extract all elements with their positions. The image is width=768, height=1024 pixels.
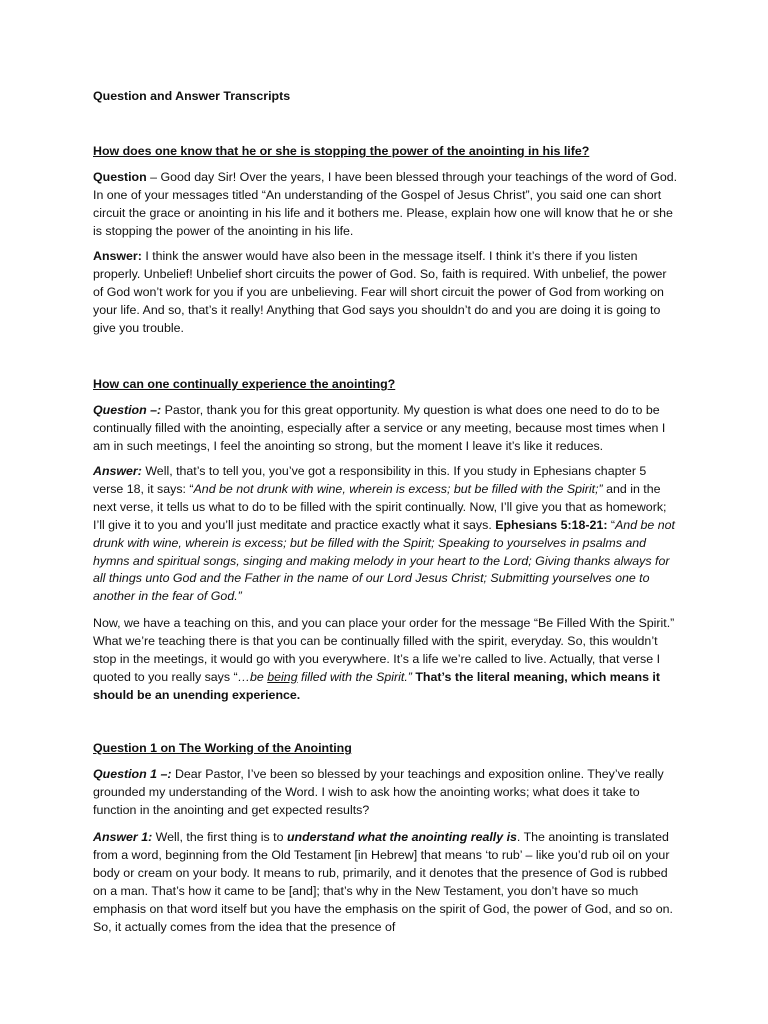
question-text: Pastor, thank you for this great opportunity. My question is what does one need to do to be continually filled with the anointing, especially after a service or any meeting, because most times when I am in such meetings, I feel the anointing so strong, but the moment I leave it’s like it reduces. <box>93 403 666 453</box>
section-2-paragraph <box>93 615 679 705</box>
answer-label: Answer: <box>93 464 142 478</box>
underlined-word: being <box>267 669 298 684</box>
answer-emphasis: understand what the anointing really is <box>286 830 517 844</box>
scripture-quote: And be not drunk with wine, wherein is excess; but be filled with the Spirit; Speaking to yourselves in psalms and hymns and spiritual songs, singing and making melody in your heart to the Lord; Giving thanks always for all things unto God and the Father in the name of our Lord Jesus Christ; Submitting yourselves one to another in the fear of God.” <box>93 517 675 604</box>
section-2-question <box>93 402 679 456</box>
answer-text: I think the answer would have also been in the message itself. I think it’s there if you listen properly. Unbelief! Unbelief short circuits the power of God. So, faith is required. With unbelief, the power of God won’t work for you if you are unbelieving. Fear will short circuit the power of God from working on your life. And so, that’s it really! Anything that God says you shouldn’t do and you are doing it is going to give you trouble. <box>93 249 667 335</box>
answer-text: Well, that’s to tell you, you’ve got a responsibility in this. If you study in Ephesians chapter 5 verse 18, it says: “ <box>93 464 647 496</box>
answer-label: Answer 1: <box>93 830 153 844</box>
question-text: – Good day Sir! Over the years, I have been blessed through your teachings of the word of God. In one of your messages titled “An understanding of the Gospel of Jesus Christ”, you said one can short circuit the grace or anointing in his life and it bothers me. Please, explain how one will know that he or she is stopping the power of the anointing in his life. <box>93 170 678 238</box>
section-1-answer <box>93 248 679 338</box>
scripture-reference: Ephesians 5:18-21: <box>495 517 608 532</box>
section-1-heading: How does one know that he or she is stopping the power of the anointing in his life? <box>93 144 590 158</box>
section-3-answer <box>93 829 679 936</box>
section-2-answer <box>93 463 679 606</box>
question-label: Question –: <box>93 403 162 417</box>
scripture-quote: …be being filled with the Spirit.” <box>237 669 412 684</box>
paragraph-emphasis: That’s the literal meaning, which means it should be an unending experience. <box>93 669 661 702</box>
question-label: Question <box>93 170 147 184</box>
question-label: Question 1 –: <box>93 767 172 781</box>
answer-label: Answer: <box>93 249 142 263</box>
question-text: Dear Pastor, I’ve been so blessed by your teachings and exposition online. They’ve really grounded my understanding of the Word. I wish to ask how the anointing works; what does it take to function in the anointing and get expected results? <box>93 767 664 817</box>
document-title: Question and Answer Transcripts <box>93 89 291 103</box>
section-2-heading: How can one continually experience the anointing? <box>93 377 396 391</box>
section-3-question <box>93 766 679 820</box>
paragraph-text: Now, we have a teaching on this, and you can place your order for the message “Be Filled With the Spirit.” What we’re teaching there is that you can be continually filled with the spirit, everyday. So, this wouldn’t stop in the meetings, it would go with you everywhere. It’s a life we’re called to live. Actually, that verse I quoted to you really says “ <box>93 616 675 684</box>
answer-text: and in the next verse, it tells us what to do to be filled with the spirit continually. Now, I’ll give you that as homework; I’ll give it to you and you’ll just meditate and practice exactly what it says. <box>93 481 667 532</box>
section-1-question <box>93 169 679 241</box>
scripture-quote: And be not drunk with wine, wherein is excess; but be filled with the Spirit;” <box>193 481 603 496</box>
answer-text: . The anointing is translated from a word, beginning from the Old Testament [in Hebrew] that means ‘to rub’ – like you’d rub oil on your body or cream on your body. It means to rub, primarily, and it denotes that the presence of God is rubbed on a man. That’s how it came to be [and]; that’s why in the New Testament, you don’t have so much emphasis on that word itself but you have the emphasis on the spirit of God, the power of God, and so on. So, it actually comes from the idea that the presence of <box>93 830 673 934</box>
section-3-heading: Question 1 on The Working of the Anointing <box>93 741 352 755</box>
answer-text: “ <box>607 517 616 532</box>
answer-text: Well, the first thing is to <box>152 830 287 844</box>
